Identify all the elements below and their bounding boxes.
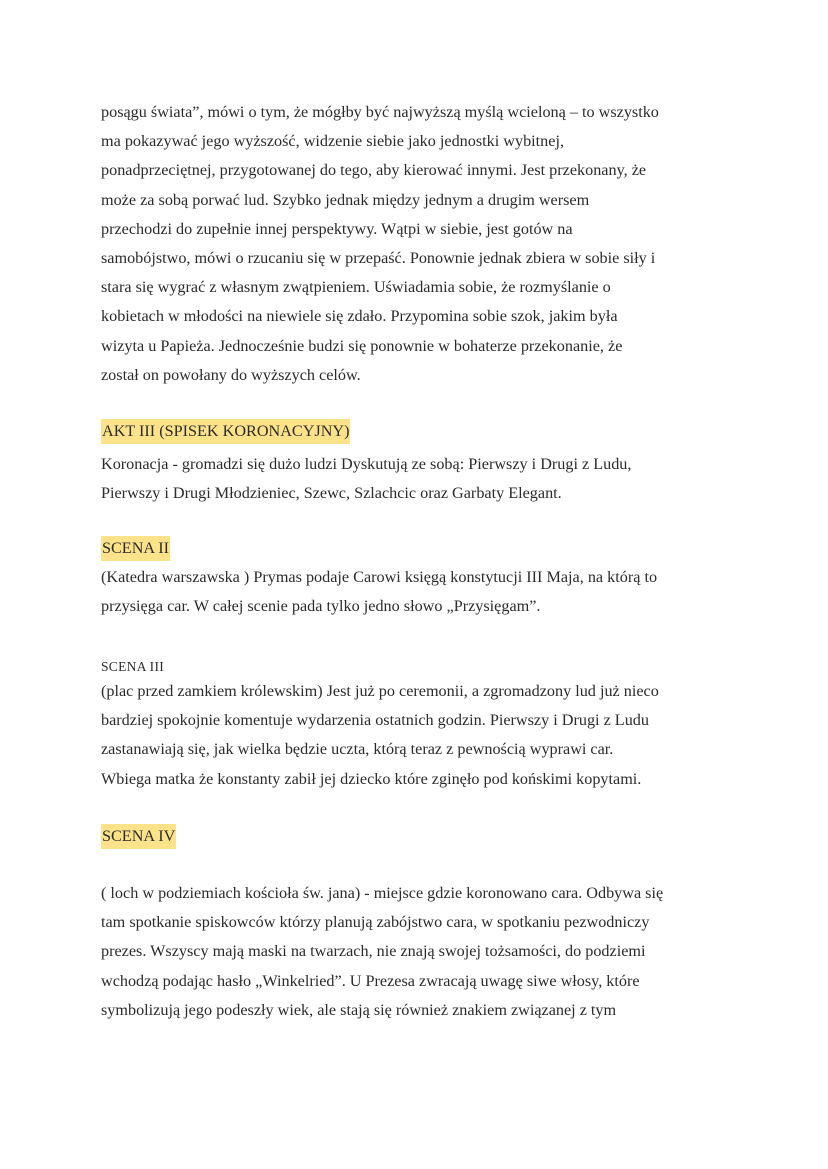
text-line: ( loch w podziemiach kościoła św. jana) - miejsce gdzie koronowano cara. Odbywa się xyxy=(101,884,664,902)
text-line: stara się wygrać z własnym zwątpieniem. Uświadamia sobie, że rozmyślanie o xyxy=(101,278,611,297)
paragraph-text xyxy=(101,879,663,1025)
section-heading: SCENA IV xyxy=(101,824,176,849)
text-line: przysięga car. W całej scenie pada tylko jedno słowo „Przysięgam”. xyxy=(101,597,541,616)
paragraph-scena-iv xyxy=(101,879,663,1025)
text-line: został on powołany do wyższych celów. xyxy=(101,365,361,384)
section-heading: SCENA III xyxy=(101,659,165,674)
text-line: wizyta u Papieża. Jednocześnie budzi się ponownie w bohaterze przekonanie, że xyxy=(101,336,623,355)
text-line: (Katedra warszawska ) Prymas podaje Carowi księgą konstytucji III Maja, na którą to xyxy=(101,568,658,586)
text-line: wchodzą podając hasło „Winkelried”. U Prezesa zwracają uwagę siwe włosy, które xyxy=(101,971,640,990)
paragraph-akt-iii xyxy=(101,450,631,508)
paragraph-scena-ii xyxy=(101,563,657,621)
text-line: samobójstwo, mówi o rzucaniu się w przepaść. Ponownie jednak zbiera w sobie siły i xyxy=(101,249,656,268)
paragraph-scena-iii xyxy=(101,677,659,794)
text-line: ponadprzeciętnej, przygotowanej do tego, aby kierować innymi. Jest przekonany, że xyxy=(101,161,647,180)
text-line: może za sobą porwać lud. Szybko jednak między jednym a drugim wersem xyxy=(101,190,590,209)
text-line: tam spotkanie spiskowców którzy planują zabójstwo cara, w spotkaniu pezwodniczy xyxy=(101,913,650,932)
text-line: ma pokazywać jego wyższość, widzenie siebie jako jednostki wybitnej, xyxy=(101,132,565,151)
section-scena-ii xyxy=(101,536,170,561)
text-line: Wbiega matka że konstanty zabił jej dziecko które zginęło pod końskimi kopytami. xyxy=(101,769,642,788)
text-line: kobietach w młodości na niewiele się zdało. Przypomina sobie szok, jakim była xyxy=(101,307,618,326)
text-line: symbolizują jego podeszły wiek, ale stają się również znakiem związanej z tym xyxy=(101,1000,617,1019)
paragraph-intro xyxy=(101,98,659,390)
text-line: posągu świata”, mówi o tym, że mógłby być najwyższą myślą wcieloną – to wszystko xyxy=(101,103,659,121)
section-scena-iii xyxy=(101,654,164,679)
text-line: Koronacja - gromadzi się dużo ludzi Dyskutują ze sobą: Pierwszy i Drugi z Ludu, xyxy=(101,455,632,473)
paragraph-text xyxy=(101,677,659,794)
text-line: zastanawiają się, jak wielka będzie uczta, którą teraz z pewnością wyprawi car. xyxy=(101,740,614,759)
text-line: bardziej spokojnie komentuje wydarzenia ostatnich godzin. Pierwszy i Drugi z Ludu xyxy=(101,711,649,730)
section-heading: AKT III (SPISEK KORONACYJNY) xyxy=(101,419,350,444)
text-line: przechodzi do zupełnie innej perspektywy. Wątpi w siebie, jest gotów na xyxy=(101,219,573,238)
section-akt-iii xyxy=(101,419,350,444)
paragraph-text xyxy=(101,450,631,508)
paragraph-text xyxy=(101,563,657,621)
section-scena-iv xyxy=(101,824,176,849)
paragraph-text xyxy=(101,98,659,390)
text-line: Pierwszy i Drugi Młodzieniec, Szewc, Szlachcic oraz Garbaty Elegant. xyxy=(101,484,562,503)
text-line: (plac przed zamkiem królewskim) Jest już po ceremonii, a zgromadzony lud już nieco xyxy=(101,682,659,700)
section-heading: SCENA II xyxy=(101,536,170,561)
text-line: prezes. Wszyscy mają maski na twarzach, nie znają swojej tożsamości, do podziemi xyxy=(101,942,646,961)
